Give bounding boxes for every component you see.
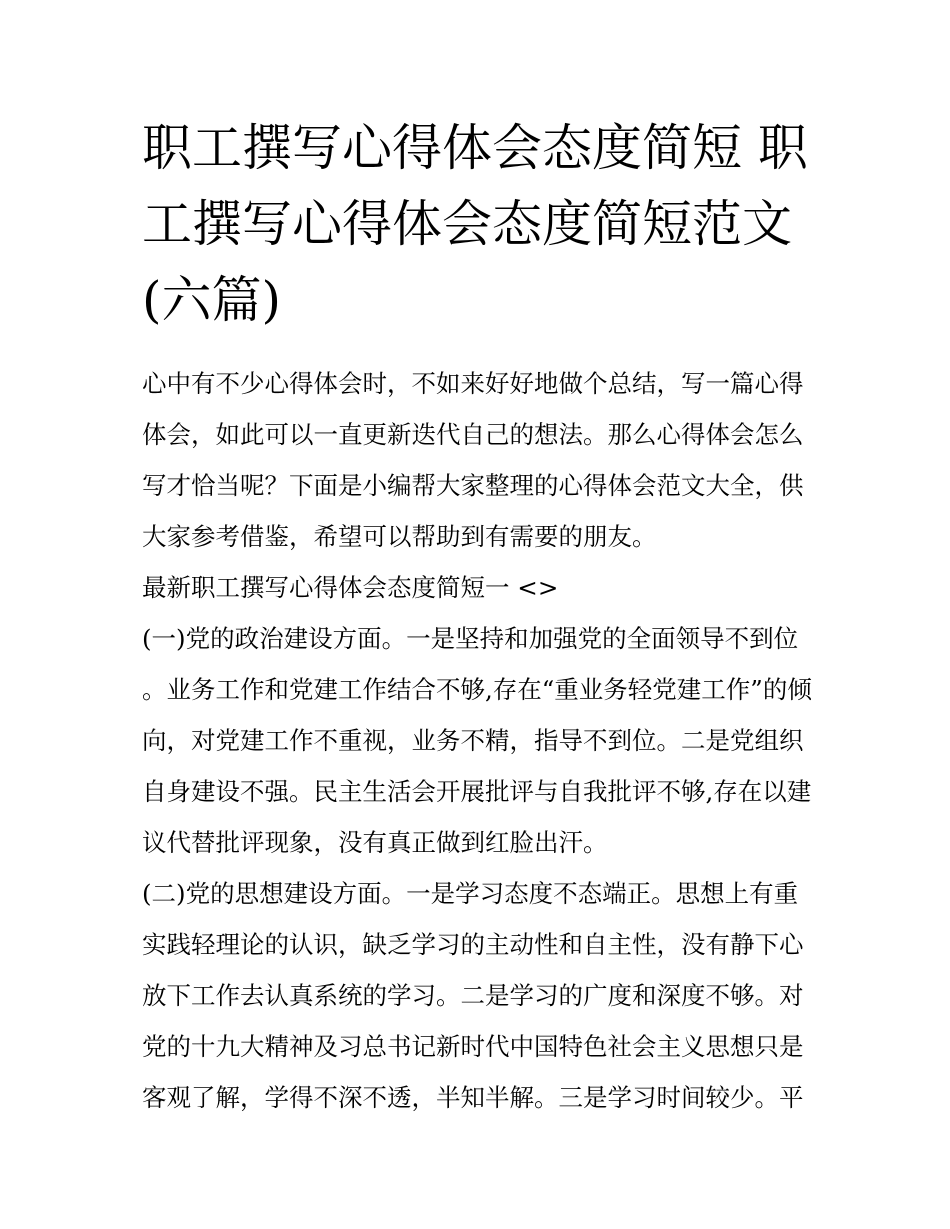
document-page [142, 110, 812, 1123]
ideological-building-paragraph: (二)党的思想建设方面。一是学习态度不态端正。思想上有重实践轻理论的认识，缺乏学习的主动性和自主性，没有静下心放下工作去认真系统的学习。二是学习的广度和深度不够。对党的十九大精神及习总书记新时代中国特色社会主义思想只是客观了解，学得不深不透，半知半解。三是学习时间较少。平 [142, 879, 804, 1112]
intro-paragraph: 心中有不少心得体会时，不如来好好地做个总结，写一篇心得体会，如此可以一直更新迭代自己的想法。那么心得体会怎么写才恰当呢？下面是小编帮大家整理的心得体会范文大全，供大家参考借鉴，希望可以帮助到有需要的朋友。 [142, 369, 804, 551]
document-title: 职工撰写心得体会态度简短 职工撰写心得体会态度简短范文(六篇) [142, 119, 808, 329]
section-heading: 最新职工撰写心得体会态度简短一 <> [142, 573, 559, 602]
document-body [142, 358, 812, 1123]
political-building-paragraph: (一)党的政治建设方面。一是坚持和加强党的全面领导不到位。业务工作和党建工作结合不够,存在“重业务轻党建工作”的倾向，对党建工作不重视，业务不精，指导不到位。二是党组织自身建设不强。民主生活会开展批评与自我批评不够,存在以建议代替批评现象，没有真正做到红脸出汗。 [142, 624, 812, 857]
